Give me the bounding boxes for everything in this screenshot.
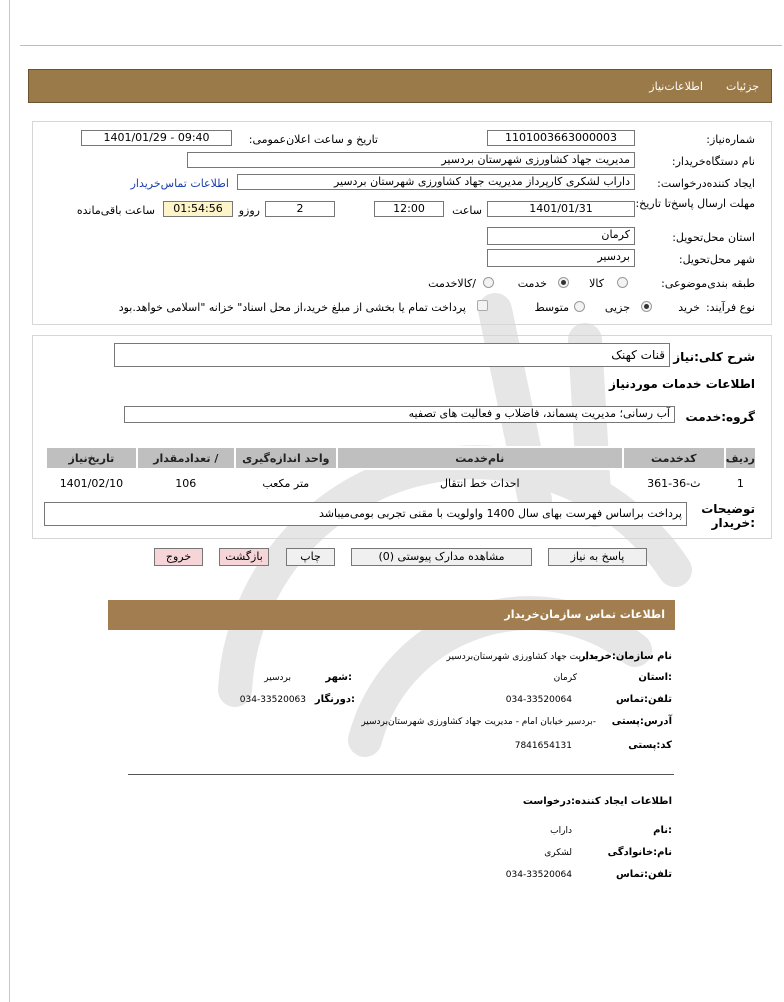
contact-province-value: کرمان bbox=[553, 673, 577, 683]
category-goods-label: کالا bbox=[589, 277, 604, 290]
need-number-label: شماره‌نیاز: bbox=[706, 133, 755, 146]
buyer-org-field: مدیریت جهاد کشاورزی شهرستان بردسیر bbox=[187, 152, 635, 168]
print-button[interactable]: چاپ bbox=[286, 548, 335, 566]
days-field: 2 bbox=[265, 201, 335, 217]
col-quantity: / تعدادمقدار bbox=[137, 447, 235, 469]
province-label: استان محل‌تحویل: bbox=[672, 231, 755, 244]
left-border bbox=[9, 0, 10, 1002]
cell-row: 1 bbox=[736, 476, 744, 490]
time-label: ساعت bbox=[452, 204, 482, 217]
top-divider bbox=[20, 45, 782, 46]
creator-label: ایجاد کننده‌درخواست: bbox=[657, 177, 755, 190]
section-divider bbox=[128, 774, 674, 775]
contact-fax-label: :دورنگار bbox=[314, 694, 355, 705]
creator-field: داراب لشکری کارپرداز مدیریت جهاد کشاورزی شهرستان بردسیر bbox=[237, 174, 635, 190]
remaining-time-field: 01:54:56 bbox=[163, 201, 233, 217]
creator-phone-value: 034-33520064 bbox=[505, 870, 572, 880]
creator-family-value: لشکری bbox=[544, 848, 572, 858]
group-field: آب رسانی؛ مدیریت پسماند، فاضلاب و فعالیت های تصفیه bbox=[124, 406, 675, 423]
process-label: نوع فرآیند: bbox=[705, 301, 755, 314]
exit-button[interactable]: خروج bbox=[154, 548, 203, 566]
category-goods-radio[interactable] bbox=[617, 277, 628, 288]
cell-need-date: 1401/02/10 bbox=[59, 476, 124, 490]
cell-service-code: ث-36-361 bbox=[647, 476, 701, 490]
buyer-org-label: نام دستگاه‌خریدار: bbox=[671, 155, 755, 168]
services-title: اطلاعات خدمات موردنیاز bbox=[608, 377, 755, 391]
contact-phone-value: 034-33520064 bbox=[505, 695, 572, 705]
tab-bar bbox=[28, 69, 772, 103]
services-table bbox=[45, 446, 757, 496]
city-label: شهر محل‌تحویل: bbox=[678, 253, 755, 266]
contact-address-value: -بردسیر خیابان امام - مدیریت جهاد کشاورزی شهرستان‌بردسیر bbox=[361, 717, 596, 727]
treasury-payment-note: پرداخت تمام یا بخشی از مبلغ خرید،از محل اسناد" خزانه "اسلامی خواهد.بود bbox=[118, 301, 466, 314]
contact-fax-value: 034-33520063 bbox=[239, 695, 306, 705]
category-goods-service-label: /کالاخدمت bbox=[428, 277, 476, 290]
deadline-label: مهلت ارسال پاسخ‌تا تاریخ: bbox=[635, 197, 755, 210]
city-field: بردسیر bbox=[487, 249, 635, 267]
announce-label: تاریخ و ساعت اعلان‌عمومی: bbox=[248, 133, 378, 146]
creator-name-value: داراب bbox=[550, 826, 572, 836]
contact-postal-value: 7841654131 bbox=[514, 741, 572, 751]
contact-postal-label: کد:پستی bbox=[628, 740, 672, 751]
cell-quantity: 106 bbox=[175, 476, 197, 490]
contact-address-label: آدرس:پستی bbox=[611, 716, 672, 727]
reply-button[interactable]: پاسخ به نیاز bbox=[548, 548, 647, 566]
contact-org-label: نام سازمان:خریدار bbox=[579, 651, 672, 662]
process-partial-radio[interactable] bbox=[641, 301, 652, 312]
process-medium-radio[interactable] bbox=[574, 301, 585, 312]
col-service-name: نام‌خدمت bbox=[337, 447, 623, 469]
deadline-time-field: 12:00 bbox=[374, 201, 444, 217]
category-label: طبقه بندی‌موضوعی: bbox=[661, 277, 755, 290]
tab-details[interactable]: جزئیات bbox=[726, 80, 759, 93]
creator-name-label: :نام bbox=[653, 825, 672, 836]
group-label: گروه:خدمت bbox=[685, 410, 755, 424]
table-row bbox=[46, 469, 756, 496]
remaining-label: ساعت باقی‌مانده bbox=[76, 204, 155, 217]
cell-unit: متر مکعب bbox=[262, 476, 310, 490]
col-need-date: تاریخ‌نیاز bbox=[46, 447, 137, 469]
contact-city-value: بردسیر bbox=[264, 673, 291, 683]
deadline-date-field: 1401/01/31 bbox=[487, 201, 635, 217]
creator-info-title: اطلاعات ایجاد کننده:درخواست bbox=[522, 796, 672, 807]
announce-field: 1401/01/29 - 09:40 bbox=[81, 130, 232, 146]
view-documents-button[interactable]: مشاهده مدارک پیوستی (0) bbox=[351, 548, 532, 566]
process-medium-label: متوسط bbox=[534, 301, 569, 314]
days-label: روزو bbox=[238, 204, 260, 217]
creator-phone-label: تلفن:تماس bbox=[615, 869, 672, 880]
contact-phone-label: تلفن:تماس bbox=[615, 694, 672, 705]
contact-header bbox=[108, 600, 675, 630]
contact-province-label: :استان bbox=[638, 672, 672, 683]
contact-header-title: اطلاعات تماس سازمان‌خریدار bbox=[504, 608, 665, 621]
cell-service-name: احداث خط انتقال bbox=[439, 476, 520, 490]
contact-city-label: :شهر bbox=[325, 672, 352, 683]
col-service-code: کدخدمت bbox=[623, 447, 725, 469]
back-button[interactable]: بازگشت bbox=[219, 548, 269, 566]
buyer-contact-link[interactable]: اطلاعات تماس‌خریدار bbox=[130, 177, 229, 190]
province-field: کرمان bbox=[487, 227, 635, 245]
creator-family-label: نام:خانوادگی bbox=[607, 847, 672, 858]
category-service-label: خدمت bbox=[517, 277, 547, 290]
notes-label: توضیحات :خریدار bbox=[701, 502, 755, 530]
need-number-field: 1101003663000003 bbox=[487, 130, 635, 146]
category-goods-service-radio[interactable] bbox=[483, 277, 494, 288]
category-service-radio[interactable] bbox=[558, 277, 569, 288]
process-partial-label: جزیی bbox=[604, 301, 630, 314]
col-unit: واحد اندازه‌گیری bbox=[235, 447, 337, 469]
contact-org-value: مدیریت جهاد کشاورزی شهرستان‌بردسیر bbox=[446, 652, 598, 662]
process-buy-label: خرید bbox=[678, 301, 700, 314]
treasury-payment-checkbox[interactable] bbox=[477, 300, 488, 311]
tab-need-info[interactable]: اطلاعات‌نیاز bbox=[649, 80, 703, 93]
summary-field: قنات کهنک bbox=[114, 343, 670, 367]
notes-field: پرداخت براساس فهرست بهای سال 1400 واولویت با مقنی تجربی بومی‌میباشد bbox=[44, 502, 687, 526]
summary-label: شرح کلی‌:نیاز bbox=[673, 350, 755, 364]
col-row: ردیف bbox=[725, 447, 756, 469]
